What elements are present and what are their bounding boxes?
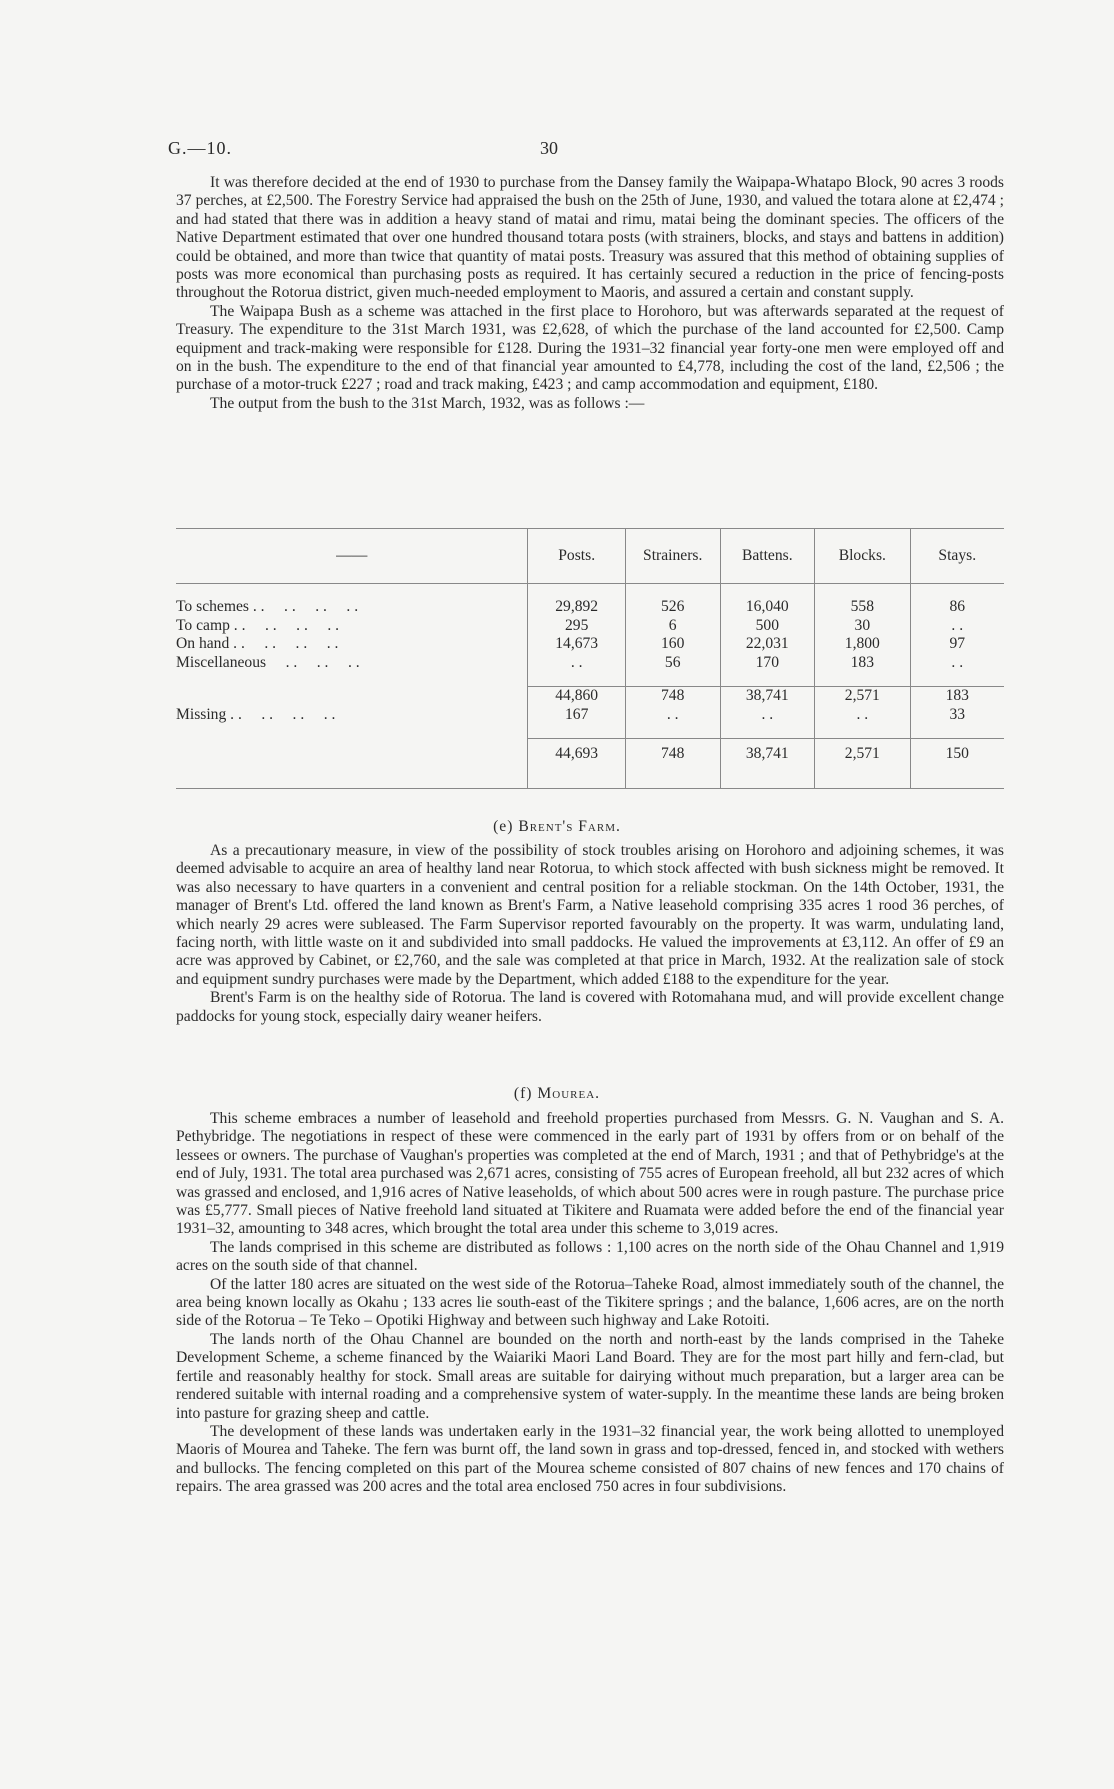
column-header-strainers: Strainers. [625,529,720,584]
table-cell: 44,860 [528,687,625,706]
brents-farm-text [176,842,1004,1026]
table-row [176,598,1004,617]
table-cell: 2,571 [815,739,911,770]
table-cell: 2,571 [815,687,911,706]
column-header-battens: Battens. [720,529,815,584]
table-cell: 86 [910,598,1004,617]
leader-dots: . . . . . . . . [229,635,339,653]
table-cell: 170 [720,654,815,673]
table-cell: 38,741 [720,739,815,770]
table-cell: 150 [910,739,1004,770]
table-cell: . . [720,706,815,725]
paragraph: The Waipapa Bush as a scheme was attached in the first place to Horohoro, but was afterwards separated at the request of Treasury. The expenditure to the 31st March 1931, was £2,628, of which the purchase of the land accounted for £2,500. Camp equipment and track-making were responsible for £128. During the 1931–32 financial year forty-one men were employed off and on in the bush. The expenditure to the end of that financial year amounted to £4,778, including the cost of the land, £2,506 ; the purchase of a motor-truck £227 ; road and track making, £423 ; and camp accommodation and equipment, £180. [176,302,1004,394]
row-label: Miscellaneous [176,653,267,671]
table-cell: 6 [625,617,720,636]
table-cell: 526 [625,598,720,617]
intro-text [176,174,1004,413]
column-header-blocks: Blocks. [815,529,911,584]
table-cell: 167 [528,706,625,725]
paragraph: As a precautionary measure, in view of the possibility of stock troubles arising on Horohoro and adjoining schemes, it was deemed advisable to acquire an area of healthy land near Rotorua, to which stock affected with bush sickness might be removed. It was also necessary to have quarters in a convenient and central position for a reliable stockman. On the 14th October, 1931, the manager of Brent's Ltd. offered the land known as Brent's Farm, a Native leasehold comprising 335 acres 1 rood 36 perches, of which nearly 29 acres were subleased. The Farm Supervisor reported favourably on the property. It was warm, undulating land, facing north, with little waste on it and subdivided into small paddocks. He valued the improvements at £3,112. An offer of £9 an acre was approved by Cabinet, or £2,760, and the sale was completed at that price in March, 1932. At the realization sale of stock and equipment sundry purchases were made by the Department, which added £188 to the expenditure for the year. [176,842,1004,988]
table-cell: 500 [720,617,815,636]
paragraph: The lands north of the Ohau Channel are bounded on the north and north-east by the lands comprised in the Taheke Development Scheme, a scheme financed by the Waiariki Maori Land Board. They are for the most part hilly and fern-clad, but fertile and reasonably healthy for stock. Small areas are suitable for dairying without much preparation, but a larger area can be rendered suitable with internal roading and a comprehensive system of water-supply. In the meantime these lands are being broken into pasture for grazing sheep and cattle. [176,1330,1004,1422]
section-letter: (f) [513,1085,533,1102]
table-cell: 748 [625,739,720,770]
table-cell: 16,040 [720,598,815,617]
paragraph: The development of these lands was undertaken early in the 1931–32 financial year, the work being allotted to unemployed Maoris of Mourea and Taheke. The fern was burnt off, the land sown in grass and top-dressed, fenced in, and stocked with wethers and bullocks. The fencing completed on this part of the Mourea scheme consisted of 807 chains of new fences and 170 chains of repairs. The area grassed was 200 acres and the total area enclosed 750 acres in four subdivisions. [176,1422,1004,1496]
paragraph: This scheme embraces a number of leasehold and freehold properties purchased from Messrs. G. N. Vaughan and S. A. Pethybridge. The negotiations in respect of these were commenced in the early part of 1931 by offers from or on behalf of the lessees or owners. The purchase of Vaughan's properties was completed at the end of March, 1931 ; and that of Pethybridge's at the end of July, 1931. The total area purchased was 2,671 acres, consisting of 755 acres of European freehold, all but 232 acres of which was grassed and enclosed, and 1,916 acres of Native leaseholds, of which about 500 acres were in rough pasture. The purchase price was £5,777. Small pieces of Native freehold land situated at Tikitere and Ruamata were added before the end of the financial year 1931–32, amounting to 348 acres, which brought the total area under this scheme to 3,019 acres. [176,1110,1004,1238]
table-row [176,654,1004,673]
row-label: On hand [176,635,230,653]
table-cell: 558 [815,598,911,617]
row-label: To schemes [176,598,249,616]
table-cell: 22,031 [720,635,815,654]
section-letter: (e) [493,818,514,835]
missing-row [176,706,1004,725]
column-header-blank: —— [176,529,528,584]
table-cell: 183 [910,687,1004,706]
paragraph: The lands comprised in this scheme are distributed as follows : 1,100 acres on the north side of the Ohau Channel and 1,919 acres on the south side of that channel. [176,1238,1004,1275]
table-cell: 30 [815,617,911,636]
section-title: Brent's Farm. [518,818,621,835]
table-row [176,635,1004,654]
paragraph: It was therefore decided at the end of 1930 to purchase from the Dansey family the Waipapa-Whatapo Block, 90 acres 3 roods 37 perches, at £2,500. The Forestry Service had appraised the bush on the 25th of June, 1930, and valued the totara alone at £2,474 ; and had stated that there was in addition a heavy stand of matai and rimu, matai being the dominant species. The officers of the Native Department estimated that over one hundred thousand totara posts (with strainers, blocks, and stays and battens in addition) could be obtained, and more than twice that quantity of matai posts. Treasury was assured that this method of obtaining supplies of posts was more economical than purchasing posts as required. It has certainly secured a reduction in the price of fencing-posts throughout the Rotorua district, given much-needed employment to Maoris, and assured a certain and constant supply. [176,174,1004,302]
leader-dots: . . . . . . . . [248,598,359,616]
page-number: 30 [540,138,558,158]
table-cell: 29,892 [528,598,625,617]
table-bottom-rule [176,769,1004,788]
total-row [176,739,1004,770]
table-row [176,617,1004,636]
table-cell: 14,673 [528,635,625,654]
row-label: Missing [176,705,227,723]
table-header-row [176,529,1004,584]
section-title: Mourea. [537,1085,601,1102]
paragraph: Brent's Farm is on the healthy side of Rotorua. The land is covered with Rotomahana mud, and will provide excellent change paddocks for young stock, especially dairy weaner heifers. [176,989,1004,1025]
table-cell: . . [528,654,625,673]
column-header-stays: Stays. [910,529,1004,584]
table-cell: 97 [910,635,1004,654]
document-reference: G.—10. [168,138,232,158]
table-cell: 44,693 [528,739,625,770]
table-cell: 160 [625,635,720,654]
column-header-posts: Posts. [528,529,625,584]
leader-dots: . . . . . . [266,653,360,671]
table-cell: . . [815,706,911,725]
leader-dots: . . . . . . . . [226,705,336,723]
table-cell: 295 [528,617,625,636]
section-heading-brents-farm [0,818,1114,836]
table-cell: 33 [910,706,1004,725]
table-cell: 56 [625,654,720,673]
table-cell: 183 [815,654,911,673]
table-cell: . . [910,654,1004,673]
table-cell: 38,741 [720,687,815,706]
table-cell: . . [910,617,1004,636]
table-cell: 1,800 [815,635,911,654]
subtotal-row [176,687,1004,706]
bush-output-table [176,528,1004,789]
mourea-text [176,1110,1004,1497]
paragraph: Of the latter 180 acres are situated on the west side of the Rotorua–Taheke Road, almost immediately south of the channel, the area being known locally as Okahu ; 133 acres lie south-east of the Tikitere springs ; and the balance, 1,606 acres, are on the north side of the Rotorua – Te Teko – Opotiki Highway and between such highway and Lake Rotoiti. [176,1275,1004,1330]
table-cell: . . [625,706,720,725]
section-heading-mourea [0,1085,1114,1103]
paragraph: The output from the bush to the 31st March, 1932, was as follows :— [210,394,645,412]
leader-dots: . . . . . . . . [229,616,340,634]
table-cell: 748 [625,687,720,706]
row-label: To camp [176,616,230,634]
